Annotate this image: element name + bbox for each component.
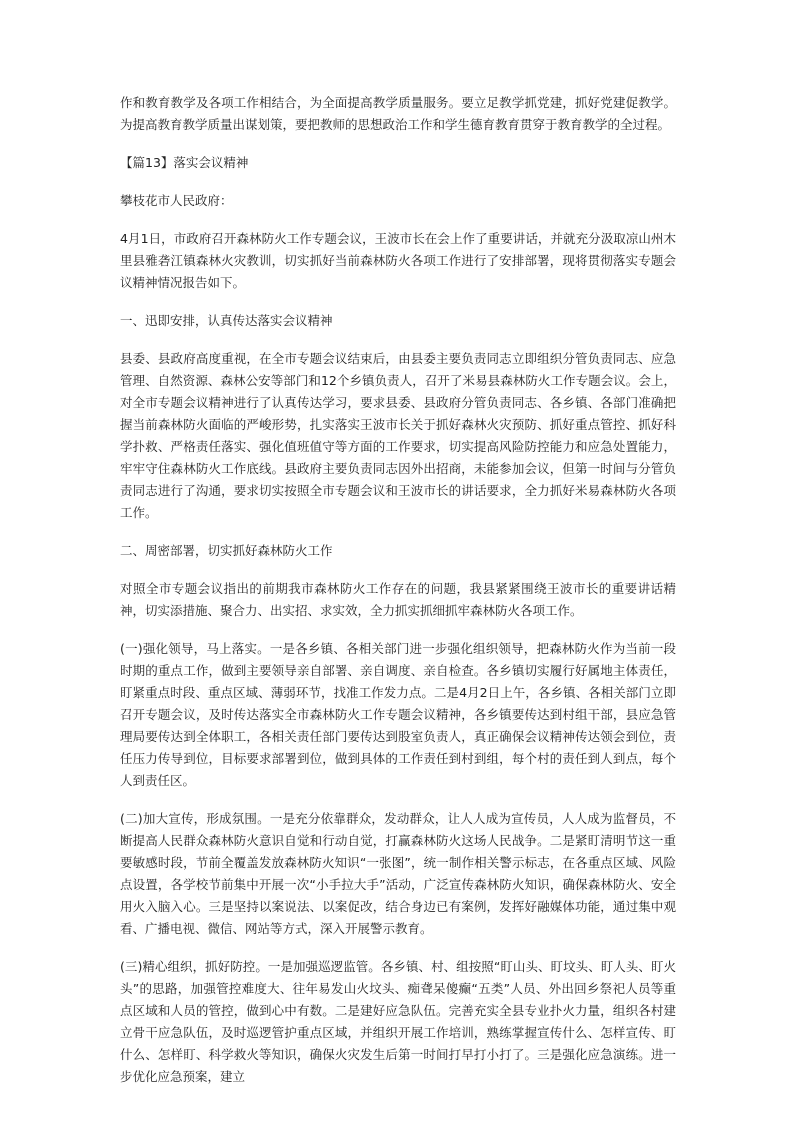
section-title-article-13: 【篇13】落实会议精神: [120, 155, 249, 170]
paragraph-county-response: 县委、县政府高度重视，在全市专题会议结束后，由县委主要负责同志立即组织分管负责同志、应急管理、自然资源、森林公安等部门和12个乡镇负责人，召开了米易县森林防火工作专题会议。会上，对全市专题会议精神进行了认真传达学习，要求县委、县政府分管负责同志、各乡镇、各部门准确把握当前森林防火面临的严峻形势，扎实落实王波市长关于抓好森林火灾预防、抓好重点管控、抓好科学扑救、严格责任落实、强化值班值守等方面的工作要求，切实提高风险防控能力和应急处置能力，牢牢守住森林防火工作底线。县政府主要负责同志因外出招商，未能参加会议，但第一时间与分管负责同志进行了沟通，要求切实按照全市专题会议和王波市长的讲话要求，全力抓好米易森林防火各项工作。: [120, 351, 676, 520]
addressee: 攀枝花市人民政府：: [120, 193, 233, 208]
paragraph-measures-intro: 对照全市专题会议指出的前期我市森林防火工作存在的问题，我县紧紧围绕王波市长的重要讲话精神，切实添措施、聚合力、出实招、求实效，全力抓实抓细抓牢森林防火各项工作。: [120, 581, 676, 618]
paragraph-publicity: (二)加大宣传，形成氛围。一是充分依靠群众，发动群众，让人人成为宣传员，人人成为监督员，不断提高人民群众森林防火意识自觉和行动自觉，打赢森林防火这场人民战争。二是紧盯清明节这一重要敏感时段，节前全覆盖发放森林防火知识“一张图”，统一制作相关警示标志，在各重点区域、风险点设置，各学校节前集中开展一次“小手拉大手”活动，广泛宣传森林防火知识，确保森林防火、安全用火入脑入心。三是坚持以案说法、以案促改，结合身边已有案例，发挥好融媒体功能，通过集中观看、广播电视、微信、网站等方式，深入开展警示教育。: [120, 811, 676, 936]
heading-section-1: 一、迅即安排，认真传达落实会议精神: [120, 313, 333, 328]
heading-section-2: 二、周密部署，切实抓好森林防火工作: [120, 543, 333, 558]
paragraph-meeting-summary: 4月1日，市政府召开森林防火工作专题会议，王波市长在会上作了重要讲话，并就充分汲取凉山州木里县雅砻江镇森林火灾教训，切实抓好当前森林防火各项工作进行了安排部署，现将贯彻落实专题会议精神情况报告如下。: [120, 231, 676, 290]
paragraph-leadership: (一)强化领导，马上落实。一是各乡镇、各相关部门进一步强化组织领导，把森林防火作为当前一段时期的重点工作，做到主要领导亲自部署、亲自调度、亲自检查。各乡镇切实履行好属地主体责任，盯紧重点时段、重点区域、薄弱环节，找准工作发力点。二是4月2日上午，各乡镇、各相关部门立即召开专题会议，及时传达落实全市森林防火工作专题会议精神，各乡镇要传达到村组干部，县应急管理局要传达到全体职工，各相关责任部门要传达到股室负责人，真正确保会议精神传达领会到位，责任压力传导到位，目标要求部署到位，做到具体的工作责任到村到组，每个村的责任到人到点，每个人到责任区。: [120, 641, 676, 788]
paragraph-education-intro: 作和教育教学及各项工作相结合，为全面提高教学质量服务。要立足教学抓党建，抓好党建促教学。为提高教育教学质量出谋划策，要把教师的思想政治工作和学生德育教育贯穿于教育教学的全过程。: [120, 95, 676, 132]
document-body: [120, 92, 676, 1104]
paragraph-prevention: (三)精心组织，抓好防控。一是加强巡逻监管。各乡镇、村、组按照“盯山头、盯坟头、盯人头、盯火头”的思路，加强管控难度大、往年易发山火坟头、痴聋呆傻癫“五类”人员、外出回乡祭祀人员等重点区域和人员的管控，做到心中有数。二是建好应急队伍。完善充实全县专业扑火力量，组织各村建立骨干应急队伍，及时巡逻管护重点区域，并组织开展工作培训，熟练掌握宣传什么、怎样宣传、盯什么、怎样盯、科学救火等知识，确保火灾发生后第一时间打早打小打了。三是强化应急演练。进一步优化应急预案，建立: [120, 959, 676, 1084]
